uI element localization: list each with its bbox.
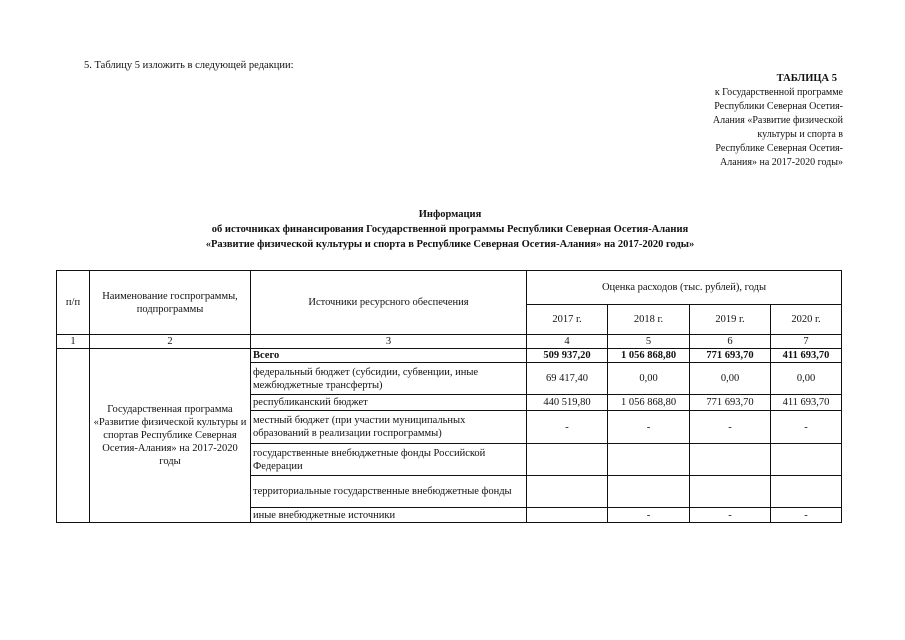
header-year: 2018 г.	[608, 305, 690, 335]
source-cell: территориальные государственные внебюджетные фонды	[251, 476, 527, 508]
value-cell	[690, 476, 771, 508]
column-number: 1	[57, 335, 90, 349]
annex-line: Алания «Развитие физической	[712, 115, 843, 126]
value-cell	[608, 444, 690, 476]
annex-line: Алания» на 2017-2020 годы»	[720, 157, 843, 168]
value-cell: 69 417,40	[527, 363, 608, 395]
value-cell: 411 693,70	[771, 395, 842, 411]
table-row	[57, 349, 842, 363]
value-cell	[771, 444, 842, 476]
value-cell: -	[608, 411, 690, 444]
value-cell	[527, 476, 608, 508]
column-number: 3	[251, 335, 527, 349]
header-year: 2020 г.	[771, 305, 842, 335]
value-cell: -	[771, 508, 842, 523]
source-cell: иные внебюджетные источники	[251, 508, 527, 523]
column-numbers-row	[57, 335, 842, 349]
value-cell: 509 937,20	[527, 349, 608, 363]
value-cell: -	[690, 508, 771, 523]
source-cell: местный бюджет (при участии муниципальных образований в реализации госпрограммы)	[251, 411, 527, 444]
program-name-cell: Государственная программа «Развитие физической культуры и спортав Республике Северная Осетия-Алания» на 2017-2020 годы	[90, 349, 251, 523]
source-cell: Всего	[251, 349, 527, 363]
value-cell: 0,00	[771, 363, 842, 395]
value-cell: -	[771, 411, 842, 444]
heading-title: Информация	[418, 209, 482, 220]
annex-title: ТАБЛИЦА 5	[776, 73, 837, 84]
value-cell: -	[527, 411, 608, 444]
table-heading	[60, 207, 840, 252]
column-number: 6	[690, 335, 771, 349]
value-cell: 1 056 868,80	[608, 395, 690, 411]
heading-program: «Развитие физической культуры и спорта в Республике Северная Осетия-Алания» на 2017-2020 годы»	[205, 239, 695, 250]
value-cell	[771, 476, 842, 508]
value-cell	[608, 476, 690, 508]
column-number: 7	[771, 335, 842, 349]
value-cell: -	[690, 411, 771, 444]
value-cell	[527, 508, 608, 523]
value-cell: 0,00	[608, 363, 690, 395]
annex-block	[660, 72, 843, 170]
value-cell	[527, 444, 608, 476]
source-cell: республиканский бюджет	[251, 395, 527, 411]
column-number: 2	[90, 335, 251, 349]
header-year: 2019 г.	[690, 305, 771, 335]
header-num: п/п	[57, 271, 90, 335]
financing-table	[56, 270, 842, 523]
header-program-name: Наименование госпрограммы, подпрограммы	[90, 271, 251, 335]
header-sources: Источники ресурсного обеспечения	[251, 271, 527, 335]
value-cell: -	[608, 508, 690, 523]
header-row	[57, 271, 842, 305]
source-cell: государственные внебюджетные фонды Российской Федерации	[251, 444, 527, 476]
annex-line: к Государственной программе	[714, 87, 843, 98]
source-cell: федеральный бюджет (субсидии, субвенции, иные межбюджетные трансферты)	[251, 363, 527, 395]
value-cell: 771 693,70	[690, 395, 771, 411]
value-cell: 411 693,70	[771, 349, 842, 363]
value-cell: 0,00	[690, 363, 771, 395]
annex-line: Республики Северная Осетия-	[714, 101, 843, 112]
annex-line: Республике Северная Осетия-	[715, 143, 843, 154]
value-cell: 440 519,80	[527, 395, 608, 411]
row-num-cell	[57, 349, 90, 523]
value-cell: 1 056 868,80	[608, 349, 690, 363]
intro-text: 5. Таблицу 5 изложить в следующей редакции:	[84, 60, 294, 71]
value-cell	[690, 444, 771, 476]
column-number: 4	[527, 335, 608, 349]
header-estimate: Оценка расходов (тыс. рублей), годы	[527, 271, 842, 305]
heading-subtitle: об источниках финансирования Государственной программы Республики Северная Осетия-Алания	[211, 224, 689, 235]
annex-line: культуры и спорта в	[757, 129, 843, 140]
header-year: 2017 г.	[527, 305, 608, 335]
value-cell: 771 693,70	[690, 349, 771, 363]
column-number: 5	[608, 335, 690, 349]
